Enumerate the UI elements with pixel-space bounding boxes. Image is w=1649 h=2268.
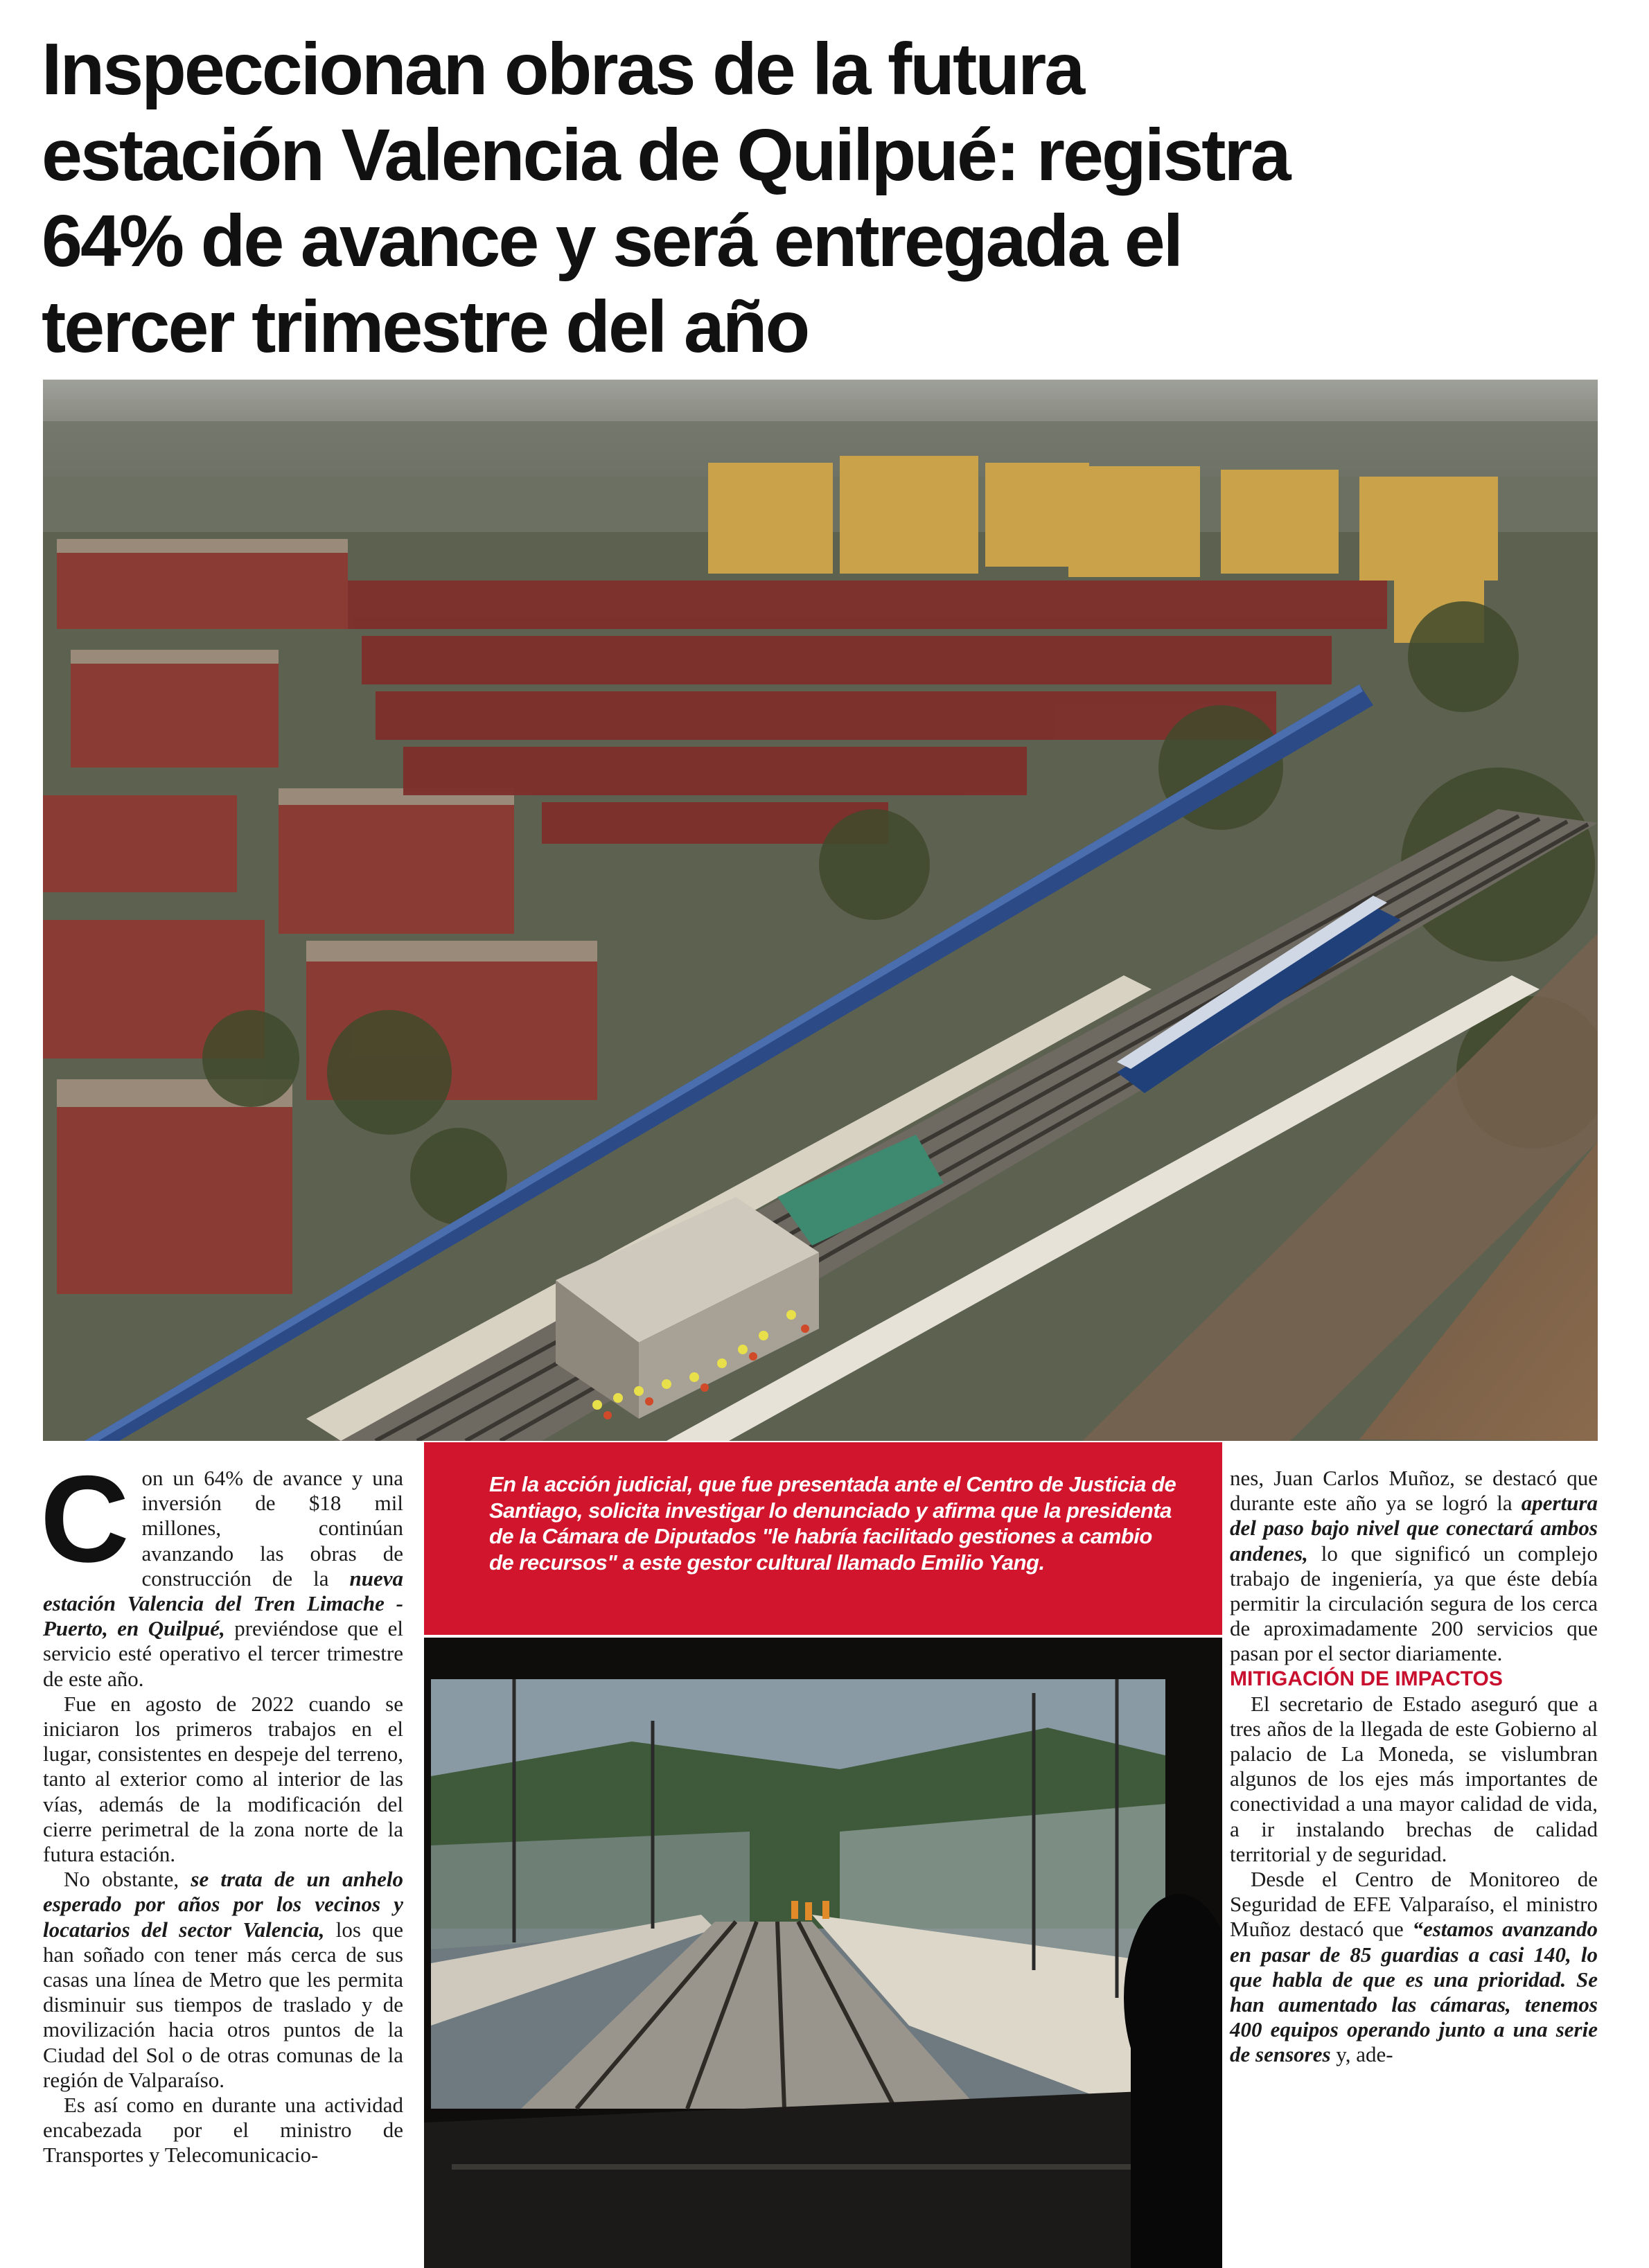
headline-line-4: tercer trimestre del año xyxy=(42,286,809,368)
paragraph-7-emphasis: “estamos avanzando en pasar de 85 guardias a casi 140, lo que habla de que es una prioridad. Se han aumentado las cámaras, tenemos 400 equipos operando junto a una serie de sensores xyxy=(1230,1917,1598,2067)
paragraph-3-emphasis: se trata de un anhelo esperado por años por los vecinos y locatarios del sector Valencia, xyxy=(43,1867,403,1942)
paragraph-7 xyxy=(1230,1867,1598,2068)
aerial-photo-illustration xyxy=(43,380,1598,1441)
paragraph-7-text-a: Desde el Centro de Monitoreo de Seguridad de EFE Valparaíso, el ministro Muñoz destacó que xyxy=(1230,1867,1598,1942)
paragraph-1-text-a: on un 64% de avance y una inversión de $18 mil millones, continúan avanzando las obras de construcción de la xyxy=(141,1466,403,1591)
paragraph-1 xyxy=(40,1450,403,1692)
paragraph-5-text-c: lo que significó un complejo trabajo de ingeniería, ya que éste debía permitir la circulación segura de los cerca de aproximadamente 200 servicios que pasan por el sector diariamente. xyxy=(1230,1541,1598,1666)
paragraph-4: Es así como en durante una actividad encabezada por el ministro de Transportes y Telecomunicacio- xyxy=(43,2093,403,2168)
paragraph-1-emphasis: nueva estación Valencia del Tren Limache - Puerto, en Quilpué, xyxy=(43,1566,403,1641)
paragraph-2: Fue en agosto de 2022 cuando se iniciaron los primeros trabajos en el lugar, consistentes en despeje del terreno, tanto al exterior como al interior de las vías, además de la modificación del cierre perimetral de la zona norte de la futura estación. xyxy=(43,1691,403,1867)
paragraph-5-text-a: nes, Juan Carlos Muñoz, se destacó que durante este año ya se logró la xyxy=(1230,1466,1598,1516)
paragraph-3-text-a: No obstante, xyxy=(64,1867,191,1892)
paragraph-3 xyxy=(43,1867,403,2093)
cab-view-photo xyxy=(424,1638,1222,2268)
pull-quote-text: En la acción judicial, que fue presentada ante el Centro de Justicia de Santiago, solicita investigar lo denunciado y afirma que la presidenta de la Cámara de Diputados "le habría facilitado gestiones a cambio de recursos" a este gestor cultural llamado Emilio Yang. xyxy=(489,1472,1176,1575)
paragraph-5-emphasis: apertura del paso bajo nivel que conectará ambos andenes, xyxy=(1230,1491,1598,1566)
pull-quote-box xyxy=(424,1442,1222,1635)
paragraph-7-text-c: y, ade- xyxy=(1330,2042,1393,2067)
headline xyxy=(42,26,1607,370)
paragraph-1-text-c: previéndose que el servicio esté operativo el tercer trimestre de este año. xyxy=(43,1616,403,1691)
body-column-right xyxy=(1230,1466,1598,2068)
paragraph-5 xyxy=(1230,1466,1598,1667)
paragraph-3-text-c: los que han soñado con tener más cerca de sus casas una línea de Metro que les permita disminuir sus tiempos de traslado y de movilización hacia otros puntos de la Ciudad del Sol o de otras comunas de la región de Valparaíso. xyxy=(43,1917,403,2092)
headline-line-3: 64% de avance y será entregada el xyxy=(42,200,1182,282)
subhead-mitigacion: MITIGACIÓN DE IMPACTOS xyxy=(1230,1667,1503,1690)
paragraph-6: El secretario de Estado aseguró que a tres años de la llegada de este Gobierno al palacio de La Moneda, se vislumbran algunos de los ejes más importantes de conectividad a una mayor calidad de vida, a ir instalando brechas de calidad territorial y de seguridad. xyxy=(1230,1691,1598,1866)
cab-view-illustration xyxy=(424,1638,1222,2268)
aerial-photo xyxy=(43,380,1598,1441)
headline-line-2: estación Valencia de Quilpué: registra xyxy=(42,114,1289,196)
dropcap: C xyxy=(40,1450,130,1588)
headline-line-1: Inspeccionan obras de la futura xyxy=(42,28,1084,110)
body-column-left xyxy=(40,1450,403,2168)
